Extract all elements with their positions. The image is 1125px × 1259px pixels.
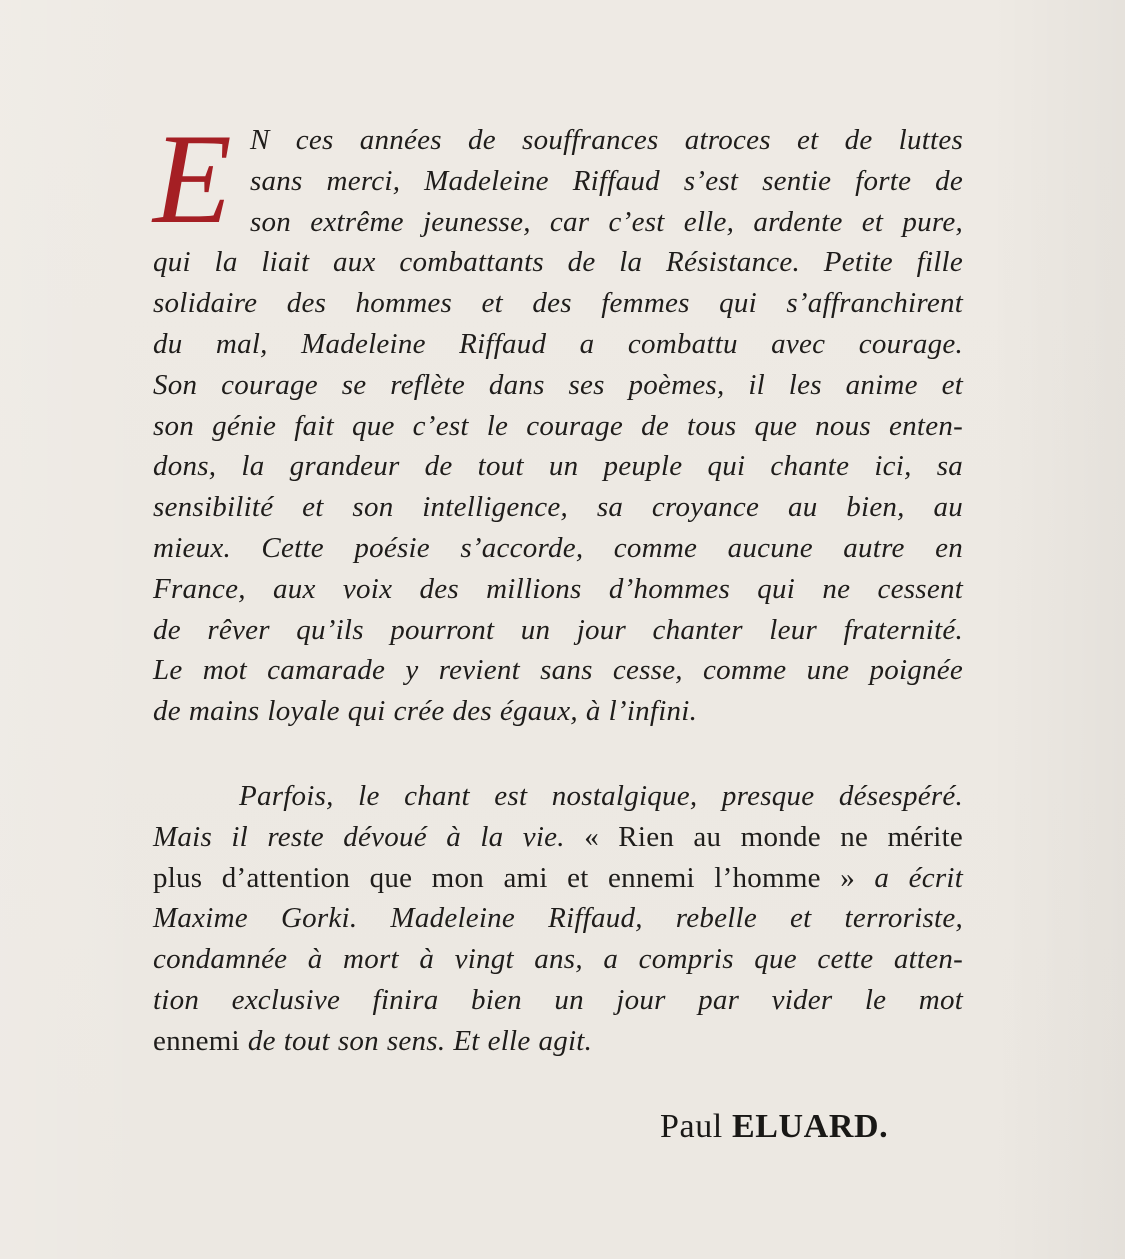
paragraph-1-line-4: qui la liait aux combattants de la Résistance. Petite fille <box>153 246 963 279</box>
paragraph-2-line-2 <box>153 817 963 858</box>
paragraph-1-line-6: du mal, Madeleine Riffaud a combattu avec courage. <box>153 327 963 360</box>
paragraph-2-line-3-italic: a écrit <box>874 861 963 894</box>
author-signature <box>660 1110 888 1144</box>
author-last-name: ELUARD. <box>731 1108 889 1145</box>
paragraph-2-line-1: Parfois, le chant est nostalgique, presque désespéré. <box>239 780 963 812</box>
paragraph-2-line-2-italic: Mais il reste dévoué à la vie. <box>153 820 565 853</box>
paragraph-2-line-3-roman: plus d’attention que mon ami et ennemi l’homme » <box>153 861 855 894</box>
paragraph-2 <box>153 776 963 1062</box>
paragraph-2-line-6: tion exclusive finira bien un jour par vider le mot <box>153 983 963 1016</box>
paragraph-2-line-7-italic: de tout son sens. Et elle agit. <box>247 1024 593 1057</box>
paragraph-1-line-5: solidaire des hommes et des femmes qui s’affranchirent <box>153 287 963 320</box>
paragraph-2-line-3 <box>153 858 963 899</box>
paragraph-1-line-11: mieux. Cette poésie s’accorde, comme aucune autre en <box>153 531 963 564</box>
paragraph-1-line-2: sans merci, Madeleine Riffaud s’est sentie forte de <box>250 164 963 197</box>
paragraph-1-line-1: N ces années de souffrances atroces et de luttes <box>250 124 963 156</box>
paragraph-1-line-7: Son courage se reflète dans ses poèmes, il les anime et <box>153 368 963 401</box>
paragraph-1-line-14: Le mot camarade y revient sans cesse, comme une poignée <box>153 654 963 687</box>
paragraph-1-line-8: son génie fait que c’est le courage de tous que nous enten- <box>153 409 963 442</box>
drop-cap: E <box>153 107 231 250</box>
paragraph-1-line-3: son extrême jeunesse, car c’est elle, ardente et pure, <box>250 205 963 238</box>
paragraph-1-line-15: de mains loyale qui crée des égaux, à l’infini. <box>153 695 698 728</box>
paragraph-1-line-9: dons, la grandeur de tout un peuple qui chante ici, sa <box>153 450 963 483</box>
paragraph-1-line-13: de rêver qu’ils pourront un jour chanter leur fraternité. <box>153 613 963 646</box>
author-first-name: Paul <box>660 1108 723 1145</box>
paragraph-1-line-10: sensibilité et son intelligence, sa croyance au bien, au <box>153 491 963 524</box>
paragraph-1-line-12: France, aux voix des millions d’hommes qui ne cessent <box>153 572 963 605</box>
paragraph-2-line-5: condamnée à mort à vingt ans, a compris que cette atten- <box>153 943 963 976</box>
paragraph-2-line-7-roman: ennemi <box>153 1024 240 1057</box>
paragraph-2-line-7 <box>153 1021 963 1062</box>
paragraph-1 <box>153 120 963 732</box>
paragraph-2-line-4: Maxime Gorki. Madeleine Riffaud, rebelle et terroriste, <box>153 902 963 935</box>
paragraph-2-line-2-roman: « Rien au monde ne mérite <box>584 820 964 853</box>
